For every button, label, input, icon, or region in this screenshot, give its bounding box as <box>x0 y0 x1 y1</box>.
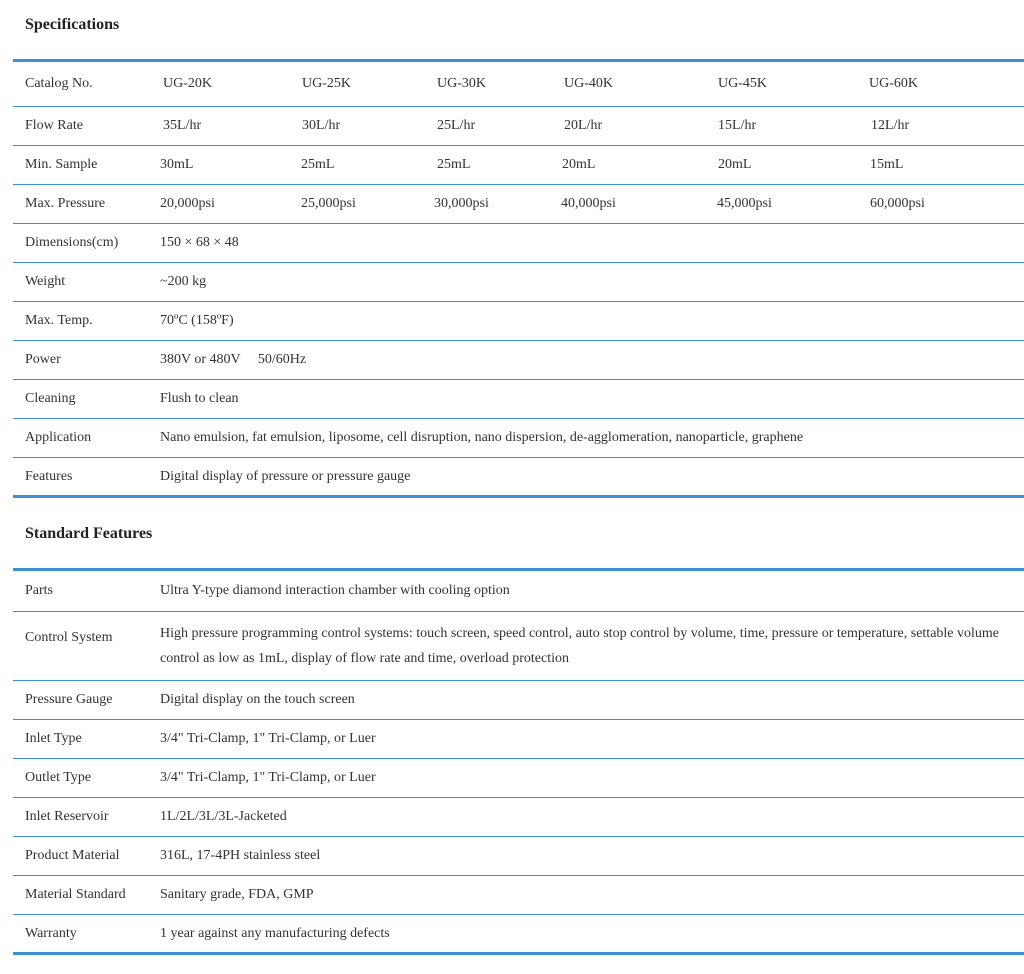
dimensions-value: 150 × 68 × 48 <box>160 235 239 250</box>
catalog-value: UG-40K <box>564 76 613 91</box>
row-label: Parts <box>25 583 53 598</box>
row-label: Control System <box>25 630 113 645</box>
specifications-table <box>13 59 1024 498</box>
cleaning-value: Flush to clean <box>160 391 239 406</box>
max-pressure-value: 60,000psi <box>870 196 925 211</box>
table-row <box>13 915 1024 952</box>
application-value: Nano emulsion, fat emulsion, liposome, cell disruption, nano dispersion, de-agglomeration, nanoparticle, graphene <box>160 430 804 445</box>
catalog-value: UG-45K <box>718 76 767 91</box>
table-row <box>13 185 1024 224</box>
max-pressure-value: 40,000psi <box>561 196 616 211</box>
standard-features-table <box>13 568 1024 955</box>
catalog-value: UG-30K <box>437 76 486 91</box>
power-value: 380V or 480V 50/60Hz <box>160 352 307 367</box>
table-row <box>13 571 1024 612</box>
table-row <box>13 837 1024 876</box>
table-row <box>13 263 1024 302</box>
max-pressure-value: 45,000psi <box>717 196 772 211</box>
row-label: Pressure Gauge <box>25 692 113 707</box>
table-row <box>13 146 1024 185</box>
row-label: Max. Pressure <box>25 196 106 211</box>
row-label: Max. Temp. <box>25 313 93 328</box>
min-sample-value: 15mL <box>870 157 904 172</box>
table-row <box>13 458 1024 495</box>
catalog-value: UG-20K <box>163 76 212 91</box>
warranty-value: 1 year against any manufacturing defects <box>160 925 390 941</box>
control-system-value: High pressure programming control systems: touch screen, speed control, auto stop control by volume, time, pressure or temperature, settable volume control as low as 1mL, display of flow rate and time, overload protection <box>160 626 1000 666</box>
row-label: Catalog No. <box>25 76 93 91</box>
material-standard-value: Sanitary grade, FDA, GMP <box>160 887 314 902</box>
row-label: Outlet Type <box>25 770 92 785</box>
catalog-value: UG-25K <box>302 76 351 91</box>
row-label: Features <box>25 468 73 484</box>
parts-value: Ultra Y-type diamond interaction chamber with cooling option <box>160 583 510 598</box>
row-label: Min. Sample <box>25 157 98 172</box>
flow-rate-value: 30L/hr <box>302 118 341 133</box>
table-row <box>13 107 1024 146</box>
max-pressure-value: 25,000psi <box>301 196 356 211</box>
min-sample-value: 25mL <box>301 157 335 172</box>
specifications-heading: Specifications <box>25 16 120 33</box>
outlet-type-value: 3/4" Tri-Clamp, 1" Tri-Clamp, or Luer <box>160 770 376 785</box>
row-label: Dimensions(cm) <box>25 235 119 250</box>
product-material-value: 316L, 17-4PH stainless steel <box>160 848 321 863</box>
max-pressure-value: 30,000psi <box>434 196 489 211</box>
row-label: Cleaning <box>25 391 76 406</box>
features-value: Digital display of pressure or pressure gauge <box>160 468 411 484</box>
row-label: Power <box>25 352 61 367</box>
table-row <box>13 62 1024 107</box>
min-sample-value: 25mL <box>437 157 471 172</box>
table-row <box>13 224 1024 263</box>
table-row <box>13 380 1024 419</box>
table-row <box>13 341 1024 380</box>
row-label: Inlet Type <box>25 731 82 746</box>
flow-rate-value: 20L/hr <box>564 118 603 133</box>
flow-rate-value: 15L/hr <box>718 118 757 133</box>
table-row <box>13 876 1024 915</box>
inlet-type-value: 3/4" Tri-Clamp, 1" Tri-Clamp, or Luer <box>160 731 376 746</box>
table-row <box>13 681 1024 720</box>
min-sample-value: 20mL <box>562 157 596 172</box>
table-row <box>13 302 1024 341</box>
flow-rate-value: 12L/hr <box>871 118 910 133</box>
min-sample-value: 20mL <box>718 157 752 172</box>
table-row <box>13 419 1024 458</box>
row-label: Flow Rate <box>25 118 83 133</box>
standard-features-heading: Standard Features <box>25 525 153 542</box>
row-label: Application <box>25 430 92 445</box>
flow-rate-value: 25L/hr <box>437 118 476 133</box>
inlet-reservoir-value: 1L/2L/3L/3L-Jacketed <box>160 809 287 824</box>
row-label: Weight <box>25 274 66 289</box>
row-label: Warranty <box>25 925 77 941</box>
pressure-gauge-value: Digital display on the touch screen <box>160 692 355 707</box>
row-label: Inlet Reservoir <box>25 809 109 824</box>
table-row <box>13 612 1024 681</box>
max-temp-value: 70ºC (158ºF) <box>160 313 234 328</box>
min-sample-value: 30mL <box>160 157 194 172</box>
table-row <box>13 798 1024 837</box>
weight-value: ~200 kg <box>160 274 207 289</box>
table-row <box>13 759 1024 798</box>
row-label: Product Material <box>25 848 120 863</box>
max-pressure-value: 20,000psi <box>160 196 215 211</box>
catalog-value: UG-60K <box>869 76 918 91</box>
flow-rate-value: 35L/hr <box>163 118 202 133</box>
row-label: Material Standard <box>25 887 126 902</box>
table-row <box>13 720 1024 759</box>
